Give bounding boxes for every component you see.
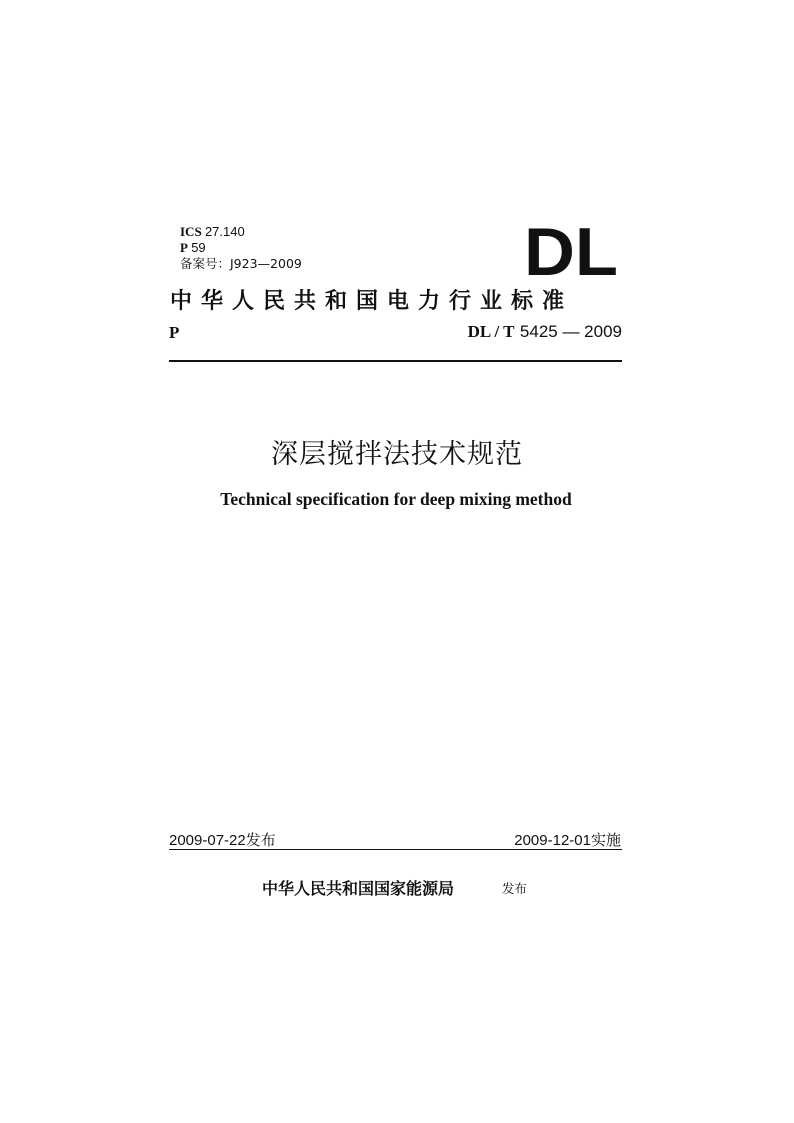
p-value: 59 (191, 240, 206, 255)
ics-label: ICS (180, 224, 202, 239)
industry-standard-title: 中华人民共和国电力行业标准 (170, 288, 574, 314)
issue-date-label: 发布 (245, 831, 276, 849)
issue-date-value: 2009-07-22 (169, 832, 246, 849)
issue-date (169, 829, 276, 850)
document-title-zh: 深层搅拌法技术规范 (271, 439, 523, 470)
implementation-date (514, 829, 621, 850)
p-label: P (180, 240, 188, 255)
dl-logo-text: DL (524, 222, 618, 282)
header-divider (169, 360, 622, 362)
dates-divider (169, 849, 622, 850)
standard-number-value: 5425 — 2009 (519, 322, 622, 341)
classification-letter: P (169, 323, 180, 342)
classification-codes (180, 224, 302, 272)
ics-value: 27.140 (204, 224, 245, 239)
publisher-name: 中华人民共和国国家能源局 (262, 879, 455, 898)
standard-prefix: DL / T (467, 322, 515, 341)
publisher-action: 发布 (502, 881, 528, 896)
filing-number: 备案号：J923—2009 (180, 256, 302, 271)
implementation-date-value: 2009-12-01 (514, 832, 591, 849)
dl-logo (524, 222, 620, 282)
implementation-date-label: 实施 (590, 831, 621, 849)
document-title-en: Technical specification for deep mixing method (220, 489, 572, 509)
ics-code-row (180, 224, 302, 240)
p-code-row (180, 240, 302, 256)
standard-number (468, 322, 622, 342)
